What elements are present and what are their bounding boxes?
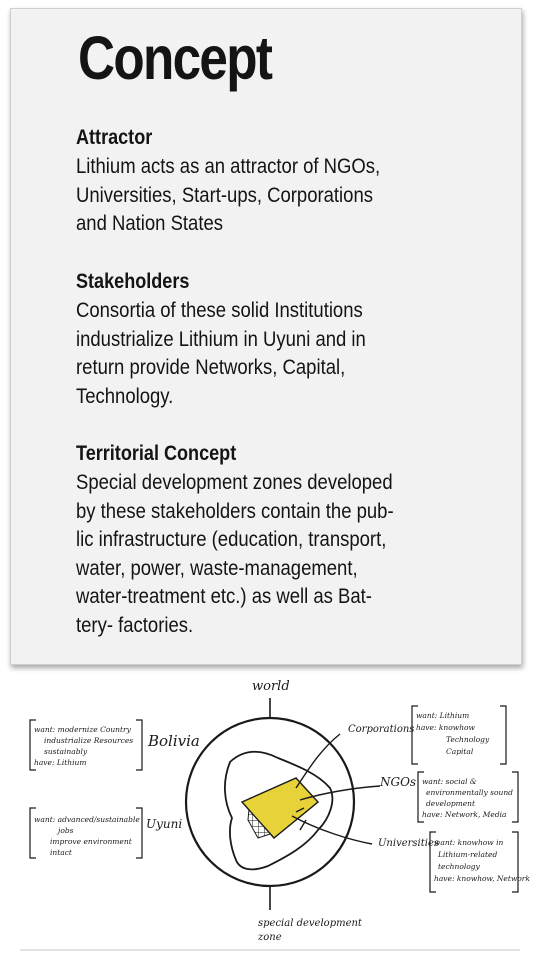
universities-label: Universities [378,838,440,849]
corporations-note-line: have: knowhow [416,723,475,732]
section-text-line: Special development zones developed [76,470,393,494]
section-text-line: tery- factories. [76,612,194,637]
universities-note-line: want: knowhow in [434,838,504,847]
ngos-note-line: want: social & [422,777,477,786]
zone-label-line-1: special development [258,918,362,929]
section-text-line: water-treatment etc.) as well as Bat- [76,584,372,608]
bolivia-note-line: industrialize Resources [44,736,134,745]
corporations-note-line: Technology [446,735,490,744]
corporations-note-line: want: Lithium [416,711,470,720]
universities-arrow [292,816,372,844]
uyuni-note-line: jobs [58,826,74,835]
universities-note-line: Lithium-related [438,850,498,859]
section-heading: Attractor [76,126,153,149]
ngos-note-line: development [426,799,476,808]
section-heading: Territorial Concept [76,442,237,465]
section-text-line: Universities, Start-ups, Corporations [76,182,373,207]
section-text-line: by these stakeholders contain the pub- [76,498,394,523]
section-text-line: Consortia of these solid Institutions [76,298,363,322]
section-text-line: lic infrastructure (education, transport, [76,527,387,551]
bolivia-note [30,720,142,770]
ngos-label: NGOs [380,775,417,789]
section-attractor [76,124,534,238]
ngos-note-line: environmentally sound [426,788,513,797]
uyuni-note-line: improve environment [50,837,132,846]
concept-sketch [0,670,534,954]
ngos-note [418,772,518,822]
world-label: world [252,679,290,694]
bolivia-note-line: want: modernize Country [34,725,131,734]
section-stakeholders [76,268,534,410]
uyuni-note-line: intact [50,848,72,857]
corporations-arrow [296,734,340,788]
page-title: Concept [78,24,272,92]
bolivia-label: Bolivia [148,732,200,750]
section-heading: Stakeholders [76,270,190,293]
section-text-line: industrialize Lithium in Uyuni and in [76,326,366,351]
section-territorial-concept [76,440,534,639]
concept-card [10,8,522,665]
universities-note-line: have: knowhow, Network [434,874,530,883]
bolivia-note-line: sustainably [44,747,88,756]
uyuni-note-line: want: advanced/sustainable [34,815,140,824]
section-text-line: Lithium acts as an attractor of NGOs, [76,154,381,178]
bolivia-note-line: have: Lithium [34,758,87,767]
uyuni-label: Uyuni [146,817,183,831]
corporations-label: Corporations [348,724,415,735]
corporations-note [412,706,506,764]
universities-note-line: technology [438,862,480,871]
zone-label-line-2: zone [258,932,282,943]
uyuni-note [30,808,142,858]
corporations-note-line: Capital [446,747,474,756]
section-text-line: Technology. [76,383,174,408]
section-text-line: and Nation States [76,211,223,235]
universities-note [430,832,530,892]
section-text-line: water, power, waste-management, [76,555,358,580]
section-text-line: return provide Networks, Capital, [76,355,346,379]
ngos-note-line: have: Network, Media [422,810,507,819]
